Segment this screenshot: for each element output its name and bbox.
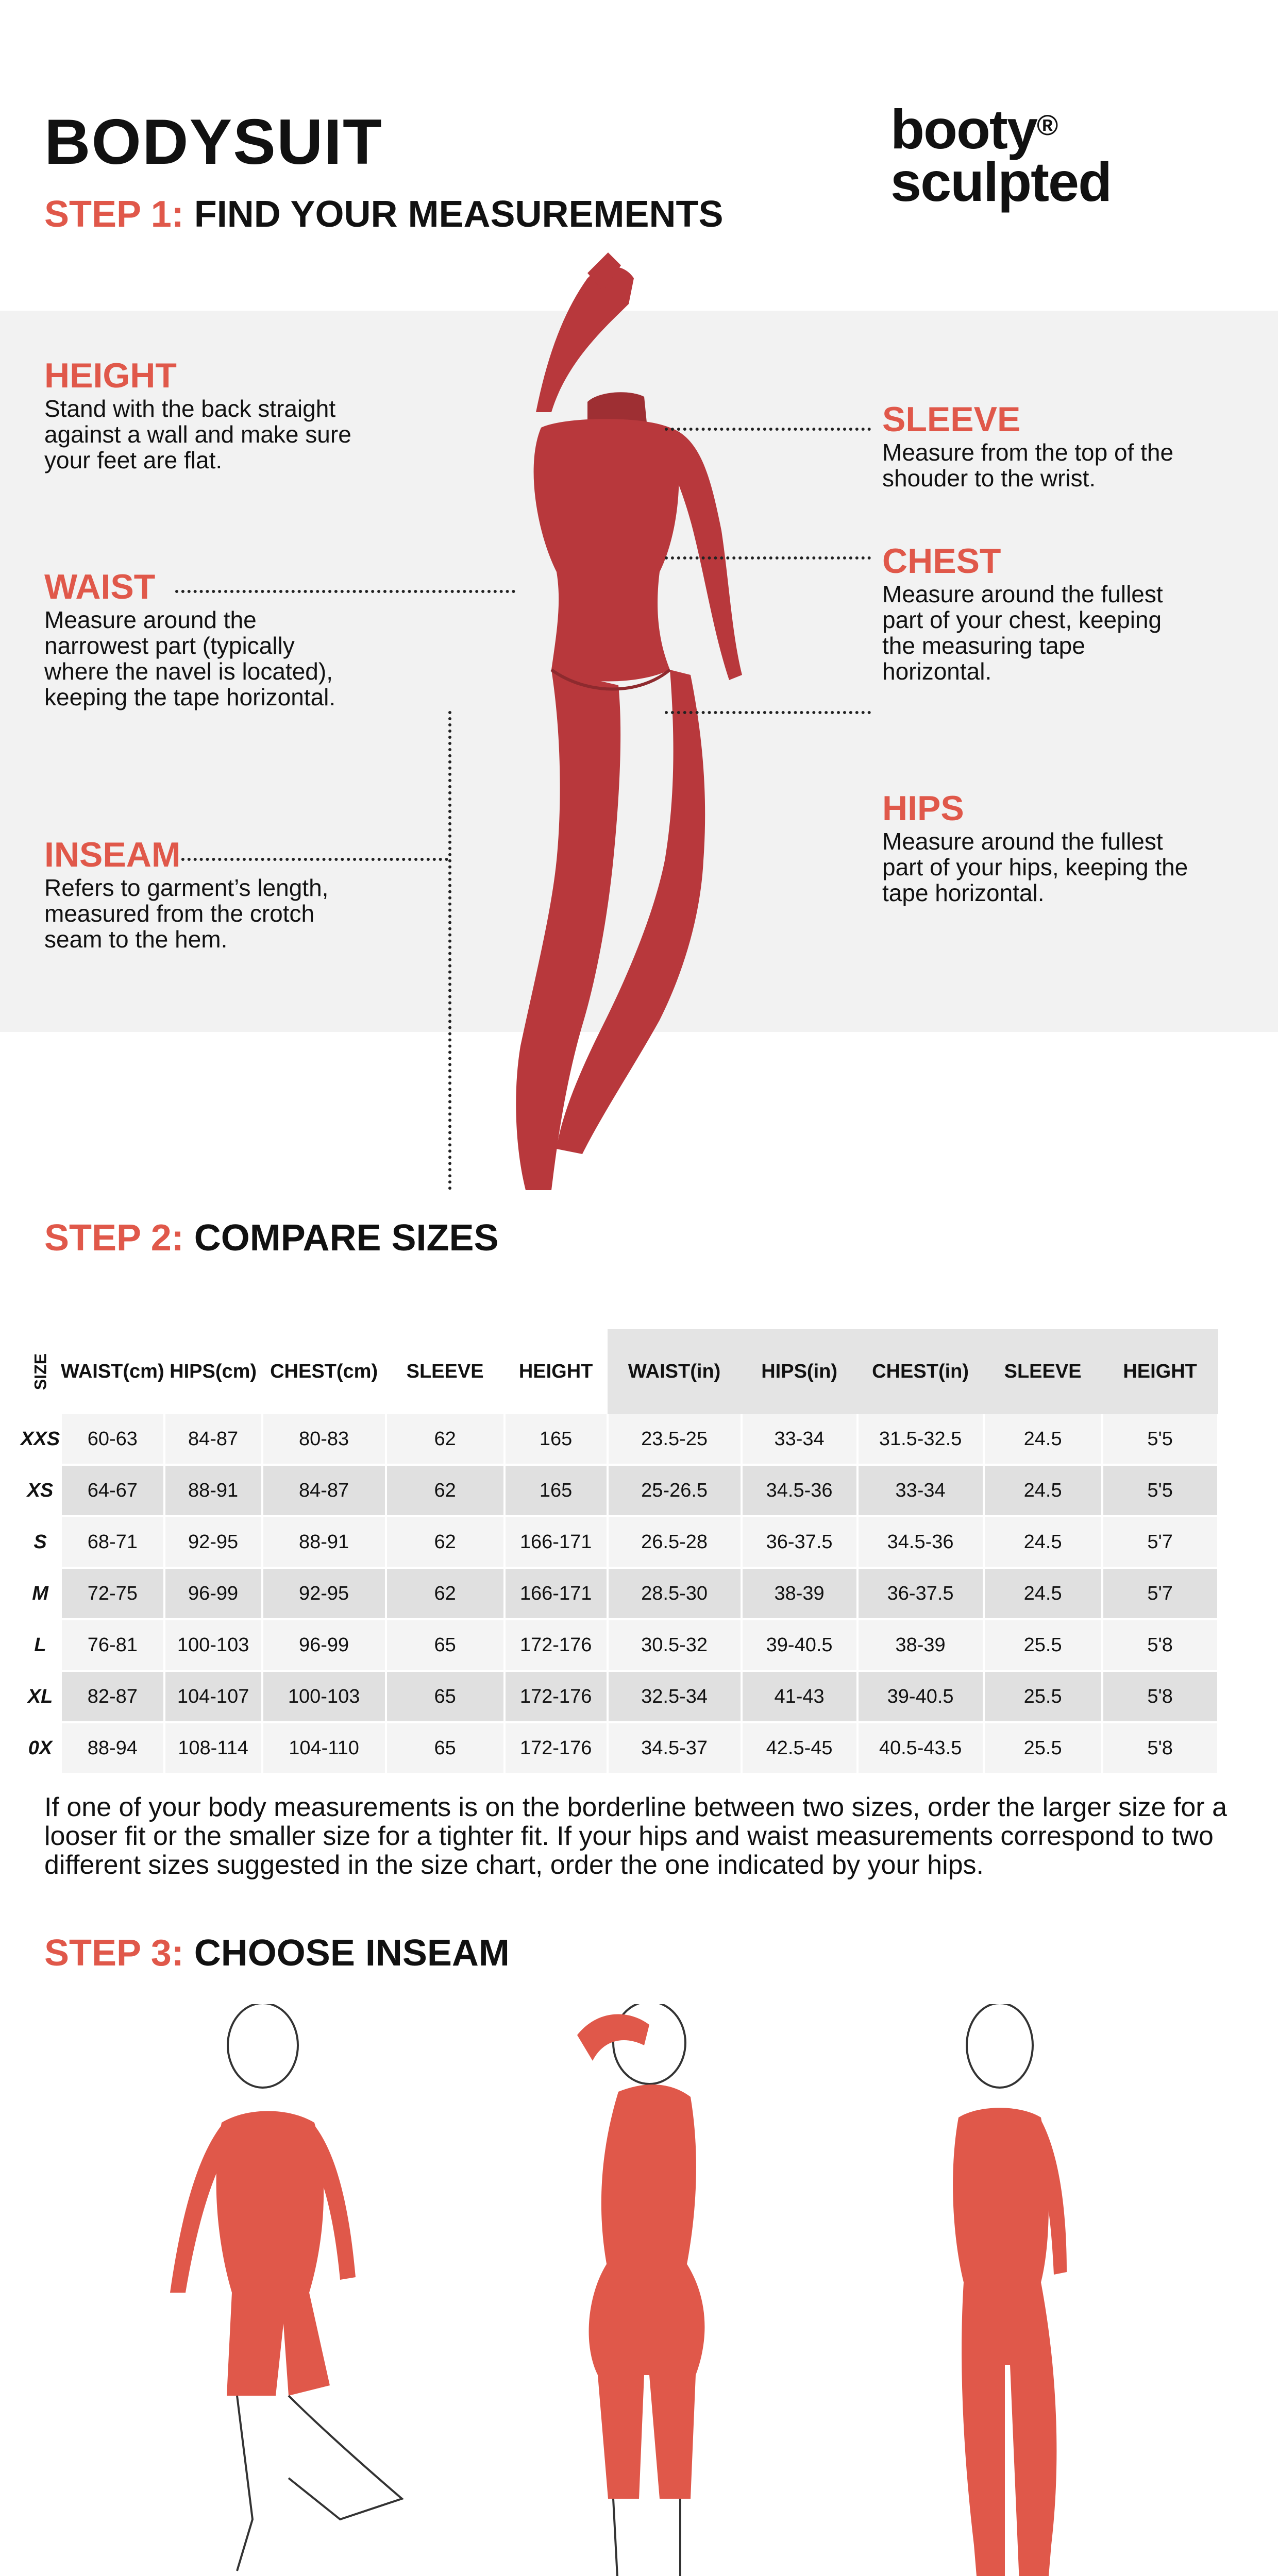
waist-block bbox=[44, 567, 354, 710]
size-value-cell: 5'8 bbox=[1102, 1619, 1218, 1671]
size-row bbox=[21, 1465, 1218, 1516]
size-value-cell: 88-91 bbox=[164, 1465, 262, 1516]
size-row bbox=[21, 1619, 1218, 1671]
size-value-cell: 165 bbox=[505, 1414, 608, 1465]
size-label-cell: XXS bbox=[21, 1414, 61, 1465]
hips-block bbox=[882, 788, 1191, 906]
size-value-cell: 5'5 bbox=[1102, 1414, 1218, 1465]
size-value-cell: 34.5-37 bbox=[608, 1722, 742, 1774]
size-value-cell: 62 bbox=[386, 1516, 505, 1568]
size-value-cell: 65 bbox=[386, 1722, 505, 1774]
size-value-cell: 5'5 bbox=[1102, 1465, 1218, 1516]
size-table bbox=[21, 1329, 1219, 1775]
size-value-cell: 100-103 bbox=[262, 1671, 386, 1722]
size-value-cell: 24.5 bbox=[984, 1516, 1102, 1568]
step2-heading bbox=[44, 1217, 499, 1259]
size-row bbox=[21, 1722, 1218, 1774]
size-value-cell: 65 bbox=[386, 1671, 505, 1722]
brand-registered: ® bbox=[1036, 109, 1057, 141]
step3-heading bbox=[44, 1932, 510, 1974]
sizing-note: If one of your body measurements is on the borderline between two sizes, order the larger size for a looser fit or the smaller size for a tighter fit. If your hips and waist measurements correspond to two different sizes suggested in the size chart, order the one indicated by your hips. bbox=[44, 1792, 1227, 1880]
inseam-block bbox=[44, 835, 354, 952]
size-value-cell: 68-71 bbox=[61, 1516, 164, 1568]
sleeve-block bbox=[882, 399, 1191, 491]
sleeve-guide-line bbox=[665, 428, 871, 431]
capri-inseam-figure bbox=[495, 2004, 783, 2576]
size-value-cell: 108-114 bbox=[164, 1722, 262, 1774]
size-value-cell: 40.5-43.5 bbox=[857, 1722, 984, 1774]
size-value-cell: 166-171 bbox=[505, 1568, 608, 1619]
size-value-cell: 24.5 bbox=[984, 1414, 1102, 1465]
col-waist-in: WAIST(in) bbox=[608, 1329, 742, 1414]
size-value-cell: 25.5 bbox=[984, 1619, 1102, 1671]
height-block bbox=[44, 355, 354, 473]
size-row bbox=[21, 1414, 1218, 1465]
size-value-cell: 172-176 bbox=[505, 1722, 608, 1774]
col-hips-in: HIPS(in) bbox=[742, 1329, 857, 1414]
chest-title: CHEST bbox=[882, 541, 1001, 581]
size-value-cell: 104-107 bbox=[164, 1671, 262, 1722]
size-value-cell: 62 bbox=[386, 1568, 505, 1619]
brand-logo bbox=[890, 98, 1112, 213]
size-label-cell: S bbox=[21, 1516, 61, 1568]
chest-text: Measure around the fullest part of your chest, keeping the measuring tape horizontal. bbox=[882, 581, 1163, 685]
step1-heading bbox=[44, 193, 724, 235]
size-value-cell: 92-95 bbox=[262, 1568, 386, 1619]
size-value-cell: 38-39 bbox=[857, 1619, 984, 1671]
size-value-cell: 30.5-32 bbox=[608, 1619, 742, 1671]
sleeve-text: Measure from the top of the shouder to the wrist. bbox=[882, 439, 1174, 492]
col-hips-cm: HIPS(cm) bbox=[170, 1361, 257, 1382]
height-text: Stand with the back straight against a wall and make sure your feet are flat. bbox=[44, 395, 351, 473]
size-value-cell: 38-39 bbox=[742, 1568, 857, 1619]
chest-block bbox=[882, 541, 1191, 684]
chest-guide-line bbox=[665, 556, 871, 560]
col-sleeve-cm: SLEEVE bbox=[406, 1361, 484, 1382]
hips-guide-line bbox=[665, 711, 871, 714]
waist-text: Measure around the narrowest part (typically where the navel is located), keeping the tape horizontal. bbox=[44, 606, 336, 710]
size-value-cell: 31.5-32.5 bbox=[857, 1414, 984, 1465]
brand-line1: booty bbox=[890, 98, 1037, 160]
size-value-cell: 96-99 bbox=[262, 1619, 386, 1671]
hips-text: Measure around the fullest part of your hips, keeping the tape horizontal. bbox=[882, 828, 1188, 906]
size-row bbox=[21, 1516, 1218, 1568]
bodysuit-illustration bbox=[433, 242, 886, 1200]
size-label-cell: L bbox=[21, 1619, 61, 1671]
size-value-cell: 82-87 bbox=[61, 1671, 164, 1722]
size-value-cell: 25.5 bbox=[984, 1722, 1102, 1774]
col-chest-cm: CHEST(cm) bbox=[270, 1361, 378, 1382]
size-label-cell: XS bbox=[21, 1465, 61, 1516]
size-value-cell: 26.5-28 bbox=[608, 1516, 742, 1568]
waist-title: WAIST bbox=[44, 567, 156, 606]
step1-title: FIND YOUR MEASUREMENTS bbox=[194, 194, 724, 235]
step3-label: STEP 3: bbox=[44, 1933, 184, 1974]
size-value-cell: 33-34 bbox=[857, 1465, 984, 1516]
page-title: BODYSUIT bbox=[44, 107, 383, 178]
size-value-cell: 104-110 bbox=[262, 1722, 386, 1774]
inseam-text: Refers to garment’s length, measured from the crotch seam to the hem. bbox=[44, 874, 329, 953]
size-value-cell: 24.5 bbox=[984, 1568, 1102, 1619]
lowered-arm bbox=[667, 428, 742, 680]
hips-title: HIPS bbox=[882, 789, 964, 828]
size-value-cell: 100-103 bbox=[164, 1619, 262, 1671]
size-value-cell: 25-26.5 bbox=[608, 1465, 742, 1516]
inseam-vertical-line bbox=[448, 711, 451, 1190]
size-value-cell: 72-75 bbox=[61, 1568, 164, 1619]
inseam-title: INSEAM bbox=[44, 835, 181, 874]
col-height-in: HEIGHT bbox=[1102, 1329, 1218, 1414]
size-value-cell: 5'8 bbox=[1102, 1722, 1218, 1774]
size-value-cell: 88-91 bbox=[262, 1516, 386, 1568]
size-value-cell: 24.5 bbox=[984, 1465, 1102, 1516]
size-value-cell: 165 bbox=[505, 1465, 608, 1516]
step2-title: COMPARE SIZES bbox=[194, 1217, 499, 1259]
size-value-cell: 25.5 bbox=[984, 1671, 1102, 1722]
size-value-cell: 5'7 bbox=[1102, 1568, 1218, 1619]
size-label-cell: 0X bbox=[21, 1722, 61, 1774]
size-value-cell: 65 bbox=[386, 1619, 505, 1671]
size-value-cell: 92-95 bbox=[164, 1516, 262, 1568]
size-value-cell: 42.5-45 bbox=[742, 1722, 857, 1774]
size-value-cell: 166-171 bbox=[505, 1516, 608, 1568]
size-label-cell: XL bbox=[21, 1671, 61, 1722]
size-value-cell: 80-83 bbox=[262, 1414, 386, 1465]
sleeve-title: SLEEVE bbox=[882, 400, 1021, 439]
size-row bbox=[21, 1568, 1218, 1619]
size-row bbox=[21, 1671, 1218, 1722]
size-label-cell: M bbox=[21, 1568, 61, 1619]
size-value-cell: 32.5-34 bbox=[608, 1671, 742, 1722]
size-value-cell: 96-99 bbox=[164, 1568, 262, 1619]
size-value-cell: 28.5-30 bbox=[608, 1568, 742, 1619]
height-title: HEIGHT bbox=[44, 356, 177, 395]
size-value-cell: 39-40.5 bbox=[857, 1671, 984, 1722]
torso bbox=[534, 419, 679, 681]
short-inseam-figure bbox=[134, 2004, 423, 2576]
col-waist-cm: WAIST(cm) bbox=[61, 1361, 164, 1382]
size-value-cell: 84-87 bbox=[164, 1414, 262, 1465]
size-value-cell: 36-37.5 bbox=[742, 1516, 857, 1568]
size-value-cell: 62 bbox=[386, 1414, 505, 1465]
raised-arm bbox=[536, 267, 634, 413]
size-value-cell: 88-94 bbox=[61, 1722, 164, 1774]
size-value-cell: 39-40.5 bbox=[742, 1619, 857, 1671]
size-value-cell: 76-81 bbox=[61, 1619, 164, 1671]
size-column-header: SIZE bbox=[31, 1353, 50, 1391]
size-value-cell: 172-176 bbox=[505, 1619, 608, 1671]
size-value-cell: 41-43 bbox=[742, 1671, 857, 1722]
brand-line2: sculpted bbox=[890, 150, 1112, 213]
step3-title: CHOOSE INSEAM bbox=[194, 1933, 510, 1974]
step2-label: STEP 2: bbox=[44, 1217, 184, 1259]
size-value-cell: 5'8 bbox=[1102, 1671, 1218, 1722]
size-value-cell: 84-87 bbox=[262, 1465, 386, 1516]
size-value-cell: 33-34 bbox=[742, 1414, 857, 1465]
size-value-cell: 34.5-36 bbox=[742, 1465, 857, 1516]
col-sleeve-in: SLEEVE bbox=[984, 1329, 1102, 1414]
long-inseam-figure bbox=[855, 2004, 1144, 2576]
size-value-cell: 23.5-25 bbox=[608, 1414, 742, 1465]
size-value-cell: 5'7 bbox=[1102, 1516, 1218, 1568]
size-value-cell: 64-67 bbox=[61, 1465, 164, 1516]
size-value-cell: 36-37.5 bbox=[857, 1568, 984, 1619]
size-value-cell: 34.5-36 bbox=[857, 1516, 984, 1568]
size-table-header bbox=[21, 1329, 1218, 1414]
col-chest-in: CHEST(in) bbox=[857, 1329, 984, 1414]
size-table-body bbox=[21, 1414, 1218, 1774]
step1-label: STEP 1: bbox=[44, 194, 184, 235]
size-value-cell: 62 bbox=[386, 1465, 505, 1516]
col-height-cm: HEIGHT bbox=[518, 1361, 593, 1382]
size-value-cell: 60-63 bbox=[61, 1414, 164, 1465]
size-value-cell: 172-176 bbox=[505, 1671, 608, 1722]
